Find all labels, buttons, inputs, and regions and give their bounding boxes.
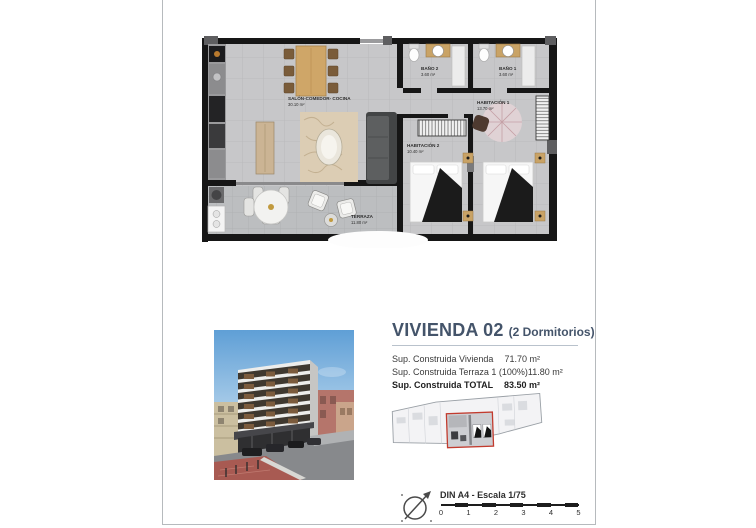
label-hab2: HABITACIÓN 2 (407, 143, 440, 148)
area-value: 11.80 m² (527, 367, 563, 377)
label-hab1: HABITACIÓN 1 (477, 100, 510, 105)
table-row (392, 353, 540, 366)
main-building (234, 360, 318, 454)
laundry-area (208, 187, 225, 232)
label-hab1-area: 13.70 m² (477, 106, 494, 111)
scale-tick: 0 (438, 508, 444, 517)
kitchen (208, 44, 226, 180)
label-bano2: BAÑO 2 (421, 66, 439, 71)
highlighted-unit (446, 412, 493, 448)
scale-bar-group (438, 490, 594, 520)
unit-title-row (392, 320, 595, 341)
scale-segment (565, 503, 579, 507)
label-bano1: BAÑO 1 (499, 66, 517, 71)
scale-bar (438, 501, 594, 519)
sofa (366, 112, 397, 184)
label-terraza: TERRAZA (351, 214, 373, 219)
building-photo (214, 330, 354, 480)
scale-tick: 2 (493, 508, 499, 517)
scale-tick: 5 (576, 508, 581, 517)
scale-segment (537, 503, 551, 507)
table-row (392, 366, 563, 379)
key-plan (389, 391, 545, 471)
label-salon: SALÓN-COMEDOR- COCINA (288, 96, 351, 101)
page-title: VIVIENDA 02 (392, 320, 504, 340)
area-label: Sup. Construida Terraza 1 (100%) (392, 367, 528, 377)
page-subtitle: (2 Dormitorios) (508, 325, 595, 339)
label-bano2-area: 3.60 m² (421, 72, 436, 77)
dining-table (284, 46, 338, 96)
area-table (392, 353, 563, 392)
wardrobe-hab1 (536, 96, 549, 140)
scale-segment (455, 503, 469, 507)
unit-info (392, 320, 595, 392)
label-salon-area: 30.10 m² (288, 102, 305, 107)
scale-label: DIN A4 - Escala 1/75 (440, 490, 526, 500)
scale-segment (482, 503, 496, 507)
label-bano1-area: 3.60 m² (499, 72, 514, 77)
floorplan (200, 36, 562, 248)
area-value: 71.70 m² (504, 354, 540, 364)
area-value: 83.50 m² (503, 380, 540, 390)
scale-tick: 1 (466, 508, 471, 517)
wardrobe-hab2 (418, 120, 466, 136)
label-terraza-area: 11.80 m² (351, 220, 368, 225)
scale-tick: 4 (548, 508, 554, 517)
area-label: Sup. Construida Vivienda (392, 354, 494, 364)
scale-segment (510, 503, 524, 507)
area-label: Sup. Construida TOTAL (392, 380, 494, 390)
living-rug (300, 112, 358, 182)
label-hab2-area: 10.40 m² (407, 149, 424, 154)
scale-tick: 3 (521, 508, 526, 517)
north-arrow-icon (399, 489, 435, 524)
title-divider (392, 345, 578, 346)
tv-sideboard (256, 122, 274, 174)
